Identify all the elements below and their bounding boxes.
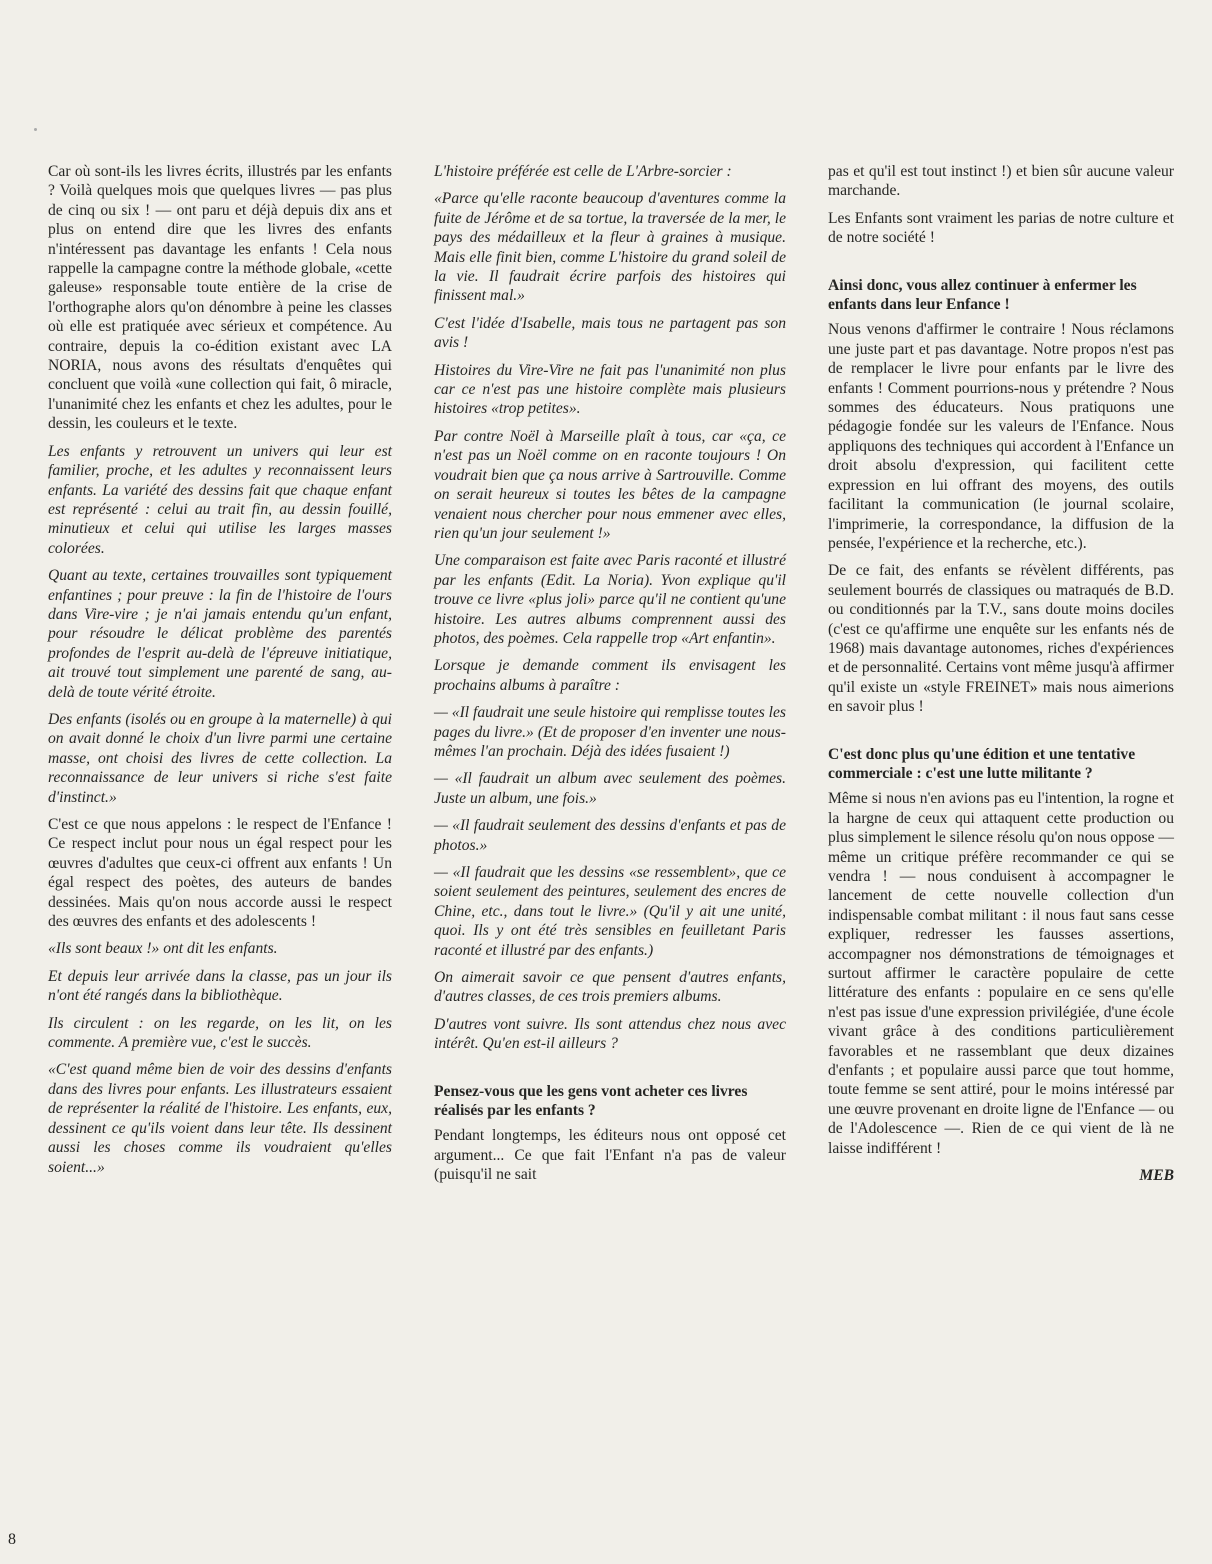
paragraph: — «Il faudrait une seule histoire qui remplisse toutes les pages du livre.» (Et de proposer d'en inventer une nous-mêmes l'an prochain. Déjà des idées fusaient !)	[434, 704, 786, 760]
paragraph: «Ils sont beaux !» ont dit les enfants.	[48, 940, 278, 958]
paragraph: Histoires du Vire-Vire ne fait pas l'unanimité non plus car ce n'est pas une histoire complète mais plusieurs histoires «trop petites».	[434, 361, 786, 418]
paragraph: «C'est quand même bien de voir des dessins d'enfants dans des livres pour enfants. Les illustrateurs essaient de représenter la réalité de l'histoire. Les enfants, eux, dessinent ce qu'ils voient dans leur tête. Ils dessinent aussi les choses comme ils voudraient qu'elles soient...»	[48, 1061, 392, 1176]
paragraph: Ils circulent : on les regarde, on les lit, on les commente. A première vue, c'est le succès.	[48, 1014, 392, 1052]
paragraph: Par contre Noël à Marseille plaît à tous, car «ça, ce n'est pas un Noël comme on en raconte toujours ! On voudrait bien que ça nous arrive à Sartrouville. Comme on serait heureux si toutes les bêtes de la campagne venaient nous chercher pour nous emmener avec elles, rien qu'un jour seulement !»	[434, 427, 786, 542]
section-heading: Pensez-vous que les gens vont acheter ces livres réalisés par les enfants ?	[434, 1082, 748, 1120]
paragraph: — «Il faudrait seulement des dessins d'enfants et pas de photos.»	[434, 817, 786, 854]
paragraph: On aimerait savoir ce que pensent d'autres enfants, d'autres classes, de ces trois premiers albums.	[434, 969, 786, 1006]
paragraph: Car où sont-ils les livres écrits, illustrés par les enfants ? Voilà quelques mois que quelques livres — pas plus de cinq ou six ! — ont paru et déjà depuis dix ans et plus on entend dire que les livres des enfants n'intéressent pas davantage les enfants ! Cela nous rappelle la campagne contre la méthode globale, «cette galeuse» responsable toute entière de la crise de l'orthographe alors qu'on dénombre à peine les classes où elle est pratiquée avec sérieux et compétence. Au contraire, depuis la co-édition existant avec LA NORIA, nous avons des résultats d'enquêtes qui concluent que voilà «une collection qui fait, ô miracle, l'unanimité chez les enfants et chez les adultes, pour le dessin, les couleurs et le texte.	[48, 163, 392, 433]
paragraph: Des enfants (isolés ou en groupe à la maternelle) à qui on avait donné le choix d'un livre parmi une certaine masse, ont choisi des livres de cette collection. La reconnaissance de leur univers si riche s'est faite d'instinct.»	[48, 710, 392, 806]
column-3	[828, 162, 1174, 1186]
paragraph: Pendant longtemps, les éditeurs nous ont opposé cet argument... Ce que fait l'Enfant n'a pas de valeur (puisqu'il ne sait	[434, 1127, 786, 1184]
paragraph: Les enfants y retrouvent un univers qui leur est familier, proche, et les adultes y reconnaissent leurs enfants. La variété des dessins fait que chaque enfant est représenté : celui au trait fin, au dessin fouillé, minutieux et celui qui utilise les larges masses colorées.	[48, 442, 392, 557]
column-2	[434, 162, 786, 1193]
paragraph: Les Enfants sont vraiment les parias de notre culture et de notre société !	[828, 209, 1174, 247]
paragraph: «Parce qu'elle raconte beaucoup d'aventures comme la fuite de Jérôme et de sa tortue, la traversée de la mer, le pays des médailleux et la fleur à graines à musique. Mais elle finit bien, comme L'histoire du grand soleil de la vie. Il faudrait écrire parfois des histoires qui finissent mal.»	[434, 190, 786, 305]
page-number: 8	[8, 1531, 16, 1548]
paragraph: — «Il faudrait un album avec seulement des poèmes. Juste un album, une fois.»	[434, 770, 786, 807]
paragraph: Nous venons d'affirmer le contraire ! Nous réclamons une juste part et pas davantage. Notre propos n'est pas de remplacer le livre pour enfants par le livre des enfants ! Comment pourrions-nous y prétendre ? Nous sommes des éducateurs. Nous pratiquons une pédagogie fondée sur les valeurs de l'Enfance. Nous appliquons des techniques qui accordent à l'Enfance un droit absolu d'expression, qui facilitent cette expression en lui offrant des moyens, des outils facilitant la communication (le journal scolaire, l'imprimerie, la correspondance, la diffusion de la pensée, l'expérience et la recherche, etc.).	[828, 321, 1174, 552]
paragraph: De ce fait, des enfants se révèlent différents, pas seulement bourrés de classiques ou matraqués de B.D. ou conditionnés par la T.V., sans doute moins dociles (c'est ce qu'affirme une enquête sur les enfants nés de 1968) mais davantage autonomes, riches d'expériences et de personnalité. Certains vont même jusqu'à affirmer qu'il existe un «style FREINET» mais nous aimerions en savoir plus !	[828, 562, 1174, 716]
section-heading: C'est donc plus qu'une édition et une tentative commerciale : c'est une lutte militante ?	[828, 745, 1136, 782]
paragraph: C'est ce que nous appelons : le respect de l'Enfance ! Ce respect inclut pour nous un égal respect pour les œuvres d'adultes que ceux-ci offrent aux enfants ! Un égal respect des poètes, des auteurs de bandes dessinées. Mais qu'on nous accorde aussi le respect des œuvres des enfants et des adolescents !	[48, 816, 392, 931]
paragraph: D'autres vont suivre. Ils sont attendus chez nous avec intérêt. Qu'en est-il ailleurs ?	[434, 1015, 786, 1053]
paragraph: Quant au texte, certaines trouvailles sont typiquement enfantines ; pour preuve : la fin de l'histoire de l'ours dans Vire-vire ; je n'ai jamais entendu qu'un enfant, pour résoudre le délicat problème des parentés profondes de l'esprit au-delà de l'épreuve initiatique, ait trouvé tout simplement une parenté de sang, au-delà de toute vérité étroite.	[48, 567, 392, 701]
author-signature: MEB	[1139, 1167, 1174, 1185]
section-heading: Ainsi donc, vous allez continuer à enfermer les enfants dans leur Enfance !	[828, 276, 1137, 314]
paragraph: Une comparaison est faite avec Paris raconté et illustré par les enfants (Edit. La Noria). Yvon explique qu'il trouve ce livre «plus joli» parce qu'il ne contient qu'une histoire. Les autres albums comprennent aussi des photos, des poèmes. Cela rappelle trop «Art enfantin».	[434, 552, 786, 647]
paragraph: Lorsque je demande comment ils envisagent les prochains albums à paraître :	[434, 657, 786, 694]
column-1	[48, 162, 392, 1185]
paragraph: — «Il faudrait que les dessins «se ressemblent», que ce soient seulement des peintures, seulement des encres de Chine, etc., dans tout le livre.» (Qu'il y ait une unité, quoi. Ils y ont été très sensibles en feuilletant Paris raconté et illustré par des enfants.)	[434, 864, 786, 959]
paragraph: pas et qu'il est tout instinct !) et bien sûr aucune valeur marchande.	[828, 163, 1174, 200]
paragraph: Et depuis leur arrivée dans la classe, pas un jour ils n'ont été rangés dans la bibliothèque.	[48, 967, 392, 1005]
paragraph: Même si nous n'en avions pas eu l'intention, la rogne et la hargne de ceux qui attaquent cette production ou plus simplement le silence résolu qu'on nous oppose — même un critique préfère recommander ce qui se vendra ! — nous conduisent à accompagner le lancement de cette nouvelle collection d'un indispensable combat militant : il nous faut sans cesse expliquer, redresser les fausses assertions, accompagner nos démonstrations de témoignages et surtout affirmer le caractère populaire de cette littérature des enfants : populaire en ce sens qu'elle n'est pas issue d'une expression privilégiée, d'une école vivant grâce à des conditions particulièrement favorables et ne rassemblant que deux dizaines d'enfants ; et populaire aussi parce que tout homme, toute femme se sent attiré, pour le moins intéressé par une œuvre provenant en droite ligne de l'Enfance — ou de l'Adolescence —. Rien de ce qui vient de là ne laisse indifférent !	[828, 790, 1174, 1157]
paper-speck	[34, 128, 37, 131]
paragraph: L'histoire préférée est celle de L'Arbre-sorcier :	[434, 163, 732, 180]
paragraph: C'est l'idée d'Isabelle, mais tous ne partagent pas son avis !	[434, 314, 786, 352]
